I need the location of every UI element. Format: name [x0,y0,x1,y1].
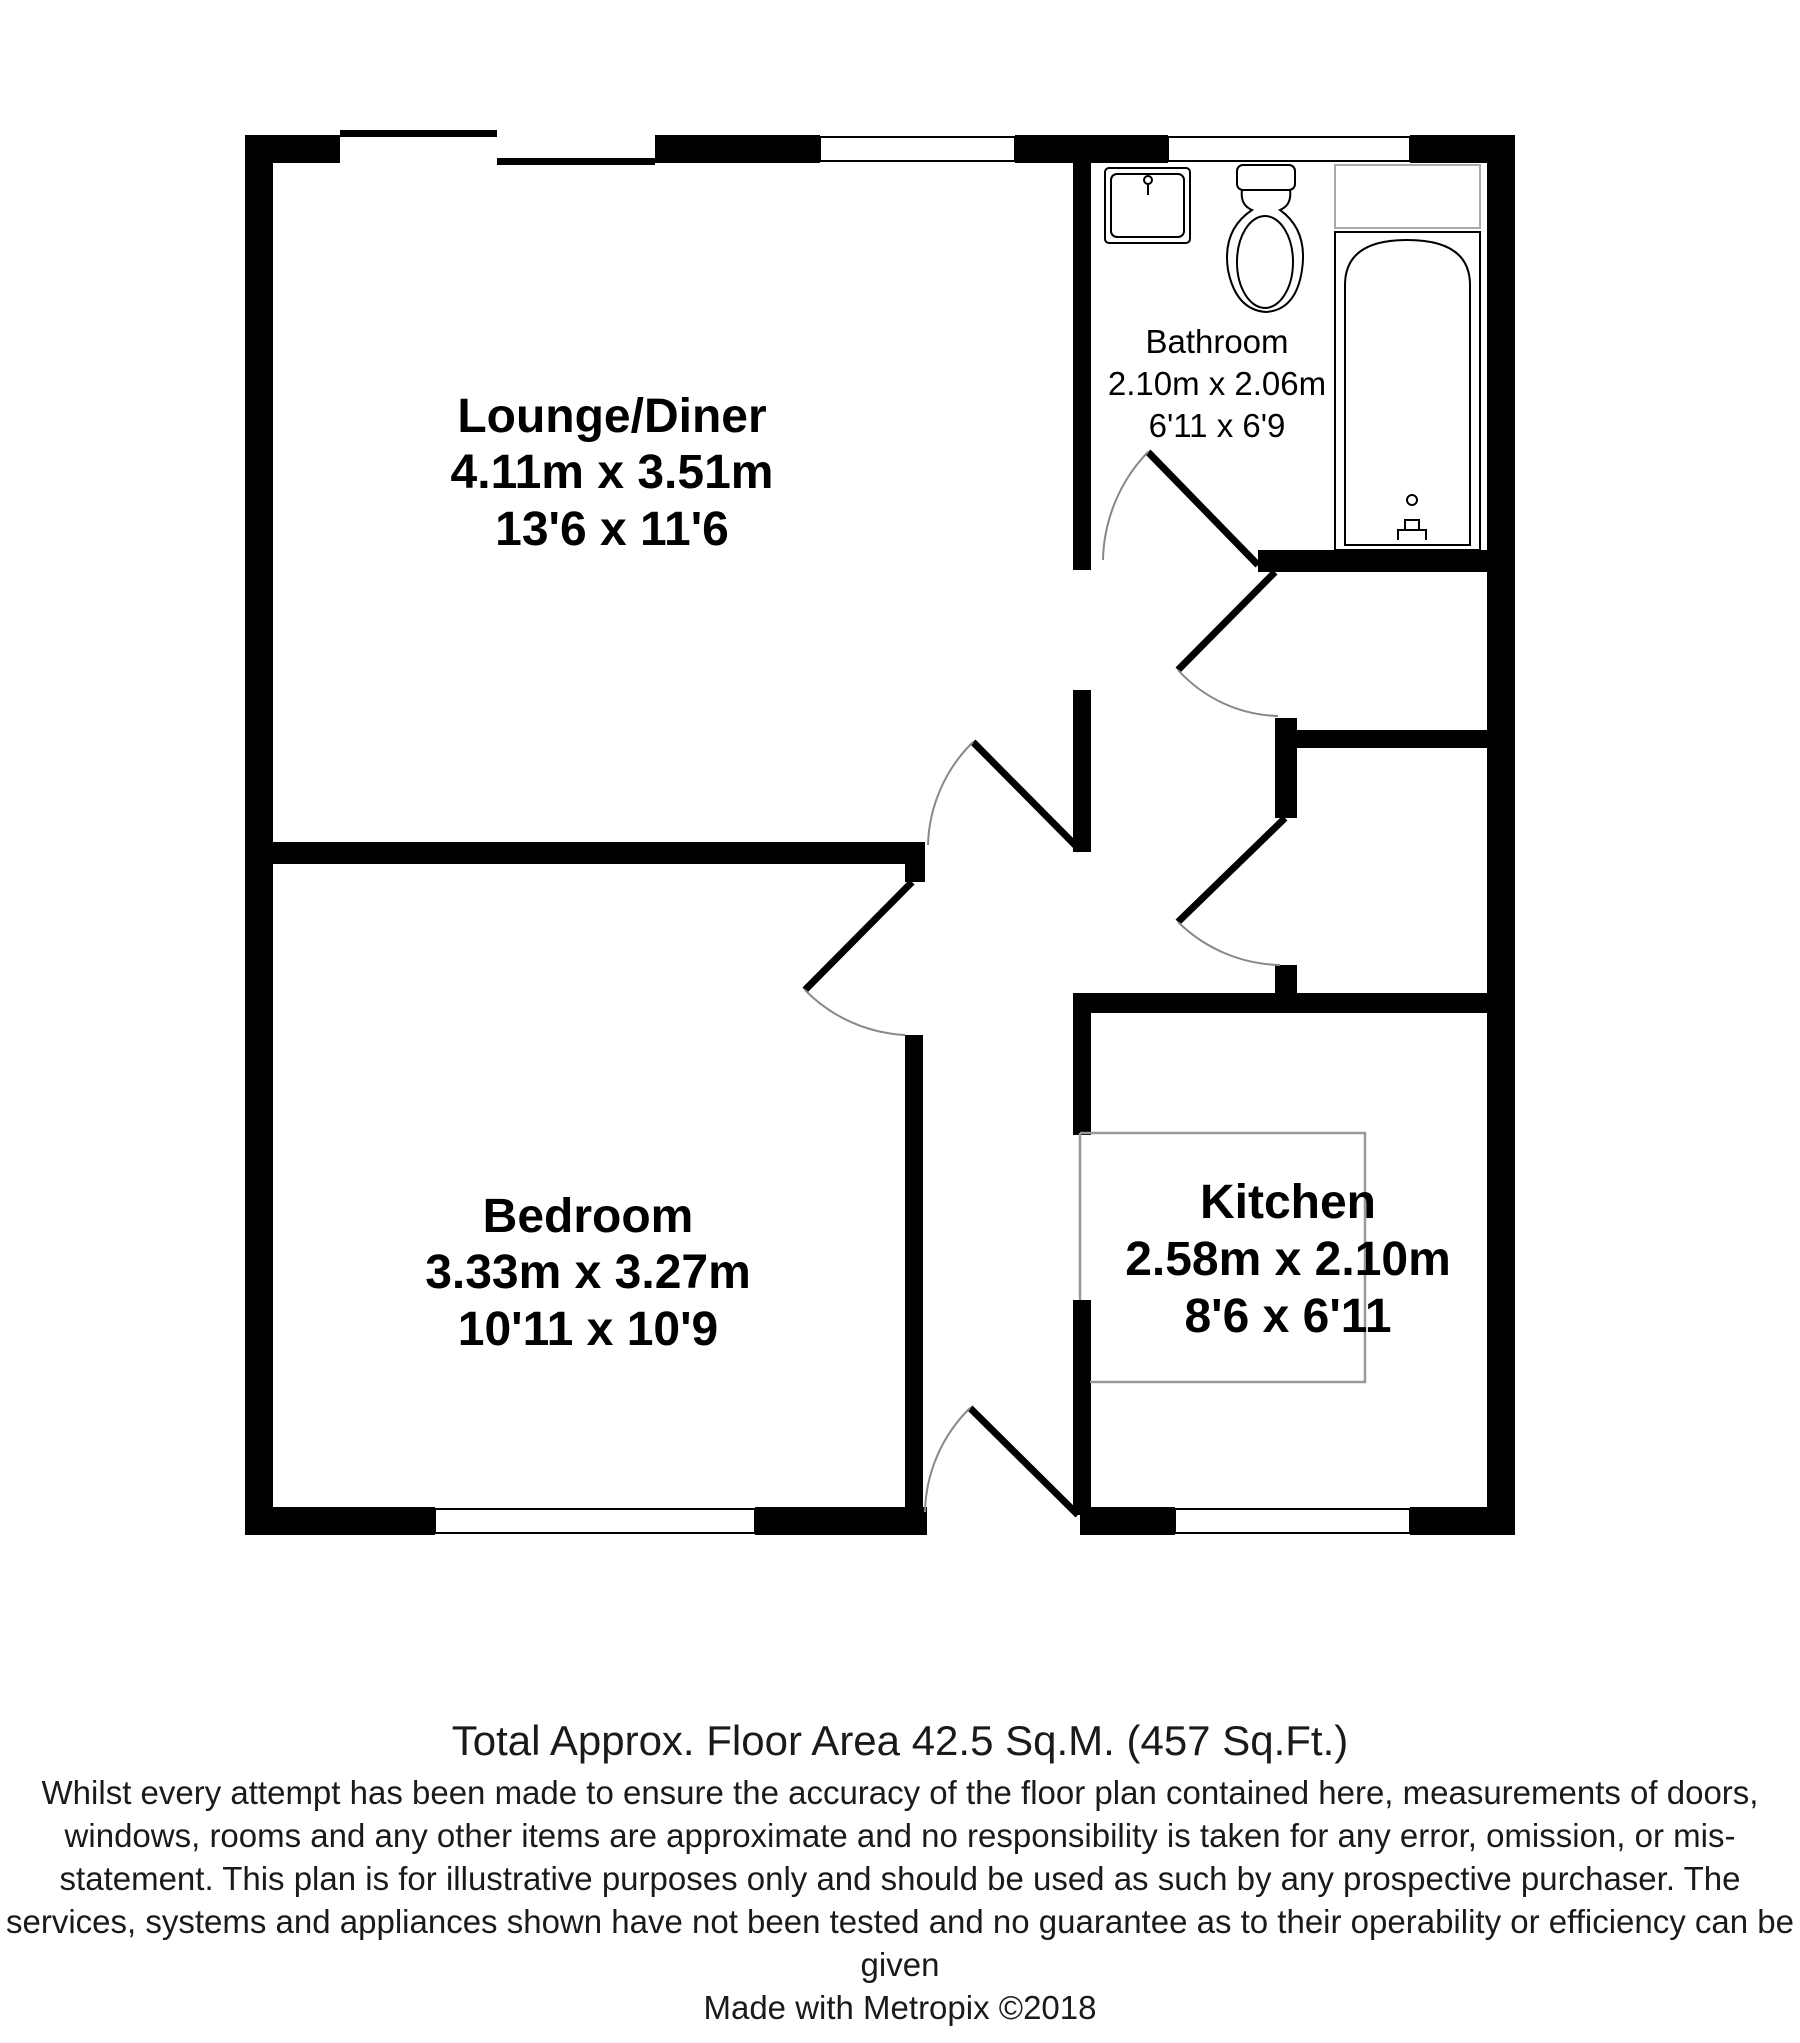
cupboard-door-upper [1178,572,1278,716]
credit-text: Made with Metropix ©2018 [703,1989,1097,2026]
lounge-metric: 4.11m x 3.51m [450,446,774,499]
bedroom-door [805,882,912,1035]
sliding-door [340,130,655,165]
kitchen-imperial: 8'6 x 6'11 [1184,1290,1392,1343]
entrance-door [925,1408,1078,1515]
bedroom-metric: 3.33m x 3.27m [425,1246,751,1299]
kitchen-metric: 2.58m x 2.10m [1125,1233,1451,1286]
total-floor-area: Total Approx. Floor Area 42.5 Sq.M. (457 Sq.Ft.) [451,1717,1349,1764]
sink-icon [1105,168,1190,243]
bath-icon [1335,165,1480,550]
kitchen-name: Kitchen [1199,1176,1377,1229]
bathroom-imperial: 6'11 x 6'9 [1148,407,1286,444]
toilet-icon [1227,165,1303,312]
bedroom-name: Bedroom [482,1190,694,1243]
cupboard-door-lower [1178,818,1285,965]
bathroom-metric: 2.10m x 2.06m [1107,365,1327,402]
lounge-door [928,742,1080,850]
footer [0,1715,1800,2029]
lounge-imperial: 13'6 x 11'6 [495,503,729,556]
lounge-name: Lounge/Diner [457,390,767,443]
doors [805,452,1285,1515]
disclaimer-text: Whilst every attempt has been made to ensure the accuracy of the floor plan contained here, measurements of doors, windows, rooms and any other items are approximate and no responsibility is taken for any error, omission, or mis-statement. This plan is for illustrative purposes only and should be used as such by any prospective purchaser. The services, systems and appliances shown have not been tested and no guarantee as to their operability or efficiency can be given [6,1774,1794,1983]
bathroom-name: Bathroom [1145,323,1289,360]
room-labels [425,323,1451,1356]
bathroom-door [1103,452,1258,565]
bedroom-imperial: 10'11 x 10'9 [457,1303,719,1356]
